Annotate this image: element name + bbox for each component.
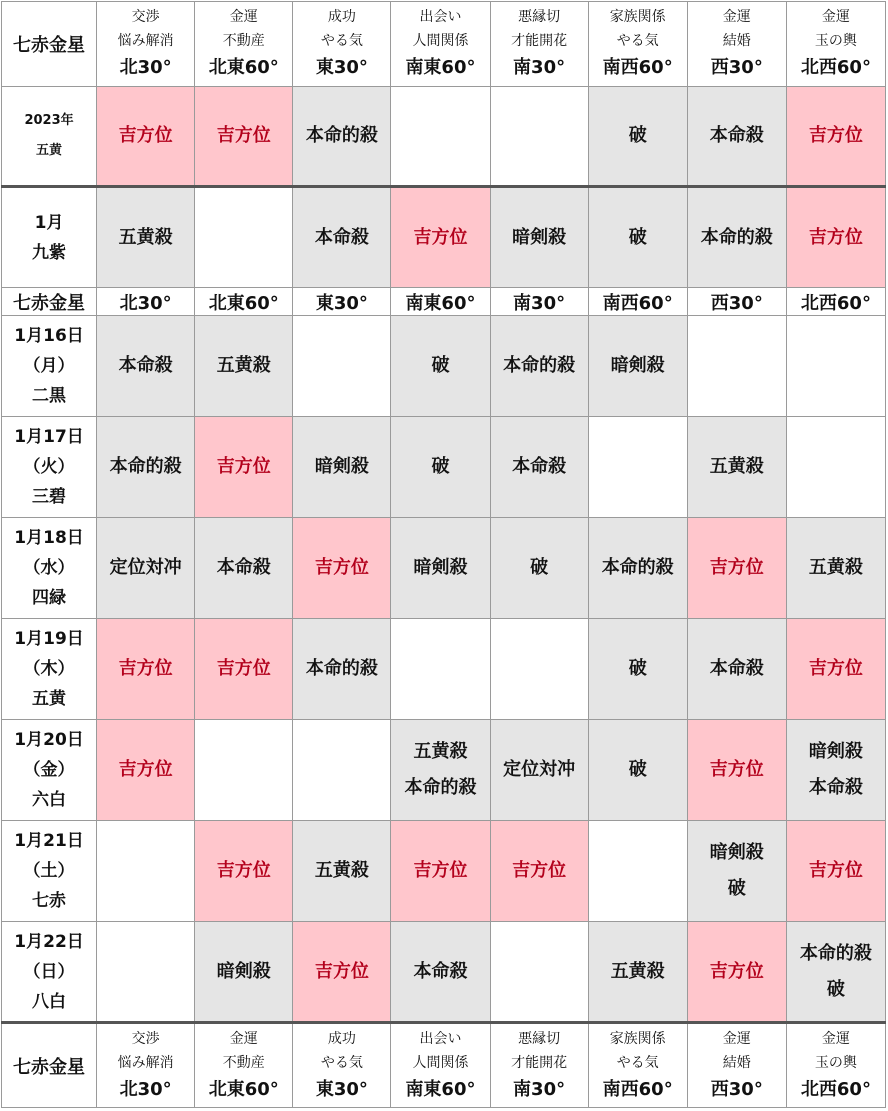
empty-cell — [195, 720, 293, 821]
cell-text: 破 — [628, 125, 647, 146]
row-label-line: （金） — [23, 760, 75, 780]
row-label — [2, 87, 97, 187]
unlucky-direction-cell — [391, 417, 490, 518]
star-label — [2, 1023, 97, 1108]
empty-cell — [490, 922, 588, 1023]
day-row — [2, 720, 886, 821]
unlucky-direction-cell — [391, 720, 490, 821]
row-label — [2, 720, 97, 821]
unlucky-direction-cell — [195, 518, 293, 619]
star-label-text: 七赤金星 — [13, 35, 86, 56]
column-purpose-2: やる気 — [320, 33, 363, 49]
cell-text: 破 — [628, 658, 647, 679]
cell-text: 本命的殺 — [305, 125, 378, 146]
cell-text: 本命的殺 — [305, 658, 378, 679]
column-purpose-1: 金運 — [821, 1030, 850, 1047]
row-label-line: 六白 — [32, 790, 67, 810]
cell-text: 五黄殺 — [216, 355, 271, 376]
month-row — [2, 187, 886, 288]
cell-text: 暗剣殺 — [709, 842, 764, 863]
lucky-direction-cell — [97, 87, 195, 187]
direction-cell — [293, 288, 391, 316]
day-row — [2, 417, 886, 518]
cell-text: 吉方位 — [216, 125, 271, 146]
column-purpose-1: 家族関係 — [609, 1030, 666, 1047]
cell-text: 本命殺 — [512, 456, 567, 477]
unlucky-direction-cell — [195, 316, 293, 417]
unlucky-direction-cell — [391, 518, 490, 619]
row-label-line: 1月21日 — [14, 831, 84, 851]
empty-cell — [293, 316, 391, 417]
row-label-line: 1月22日 — [14, 931, 84, 952]
unlucky-direction-cell — [588, 720, 687, 821]
unlucky-direction-cell — [293, 417, 391, 518]
row-label-line: 五黄 — [36, 143, 63, 158]
unlucky-direction-cell — [588, 87, 687, 187]
row-label — [2, 316, 97, 417]
column-direction: 北東60° — [208, 57, 279, 78]
direction-cell — [97, 288, 195, 316]
column-direction: 南東60° — [405, 1078, 476, 1100]
column-direction: 西30° — [710, 1078, 763, 1100]
cell-text: 吉方位 — [216, 456, 271, 477]
row-label-line: （水） — [23, 558, 75, 578]
unlucky-direction-cell — [687, 417, 786, 518]
column-header — [195, 1023, 293, 1108]
lucky-direction-cell — [786, 619, 885, 720]
direction-label: 北30° — [119, 292, 172, 314]
direction-table — [1, 1, 886, 1108]
unlucky-direction-cell — [97, 417, 195, 518]
cell-text: 吉方位 — [512, 860, 567, 881]
column-direction: 南30° — [513, 1078, 566, 1100]
row-label — [2, 518, 97, 619]
cell-text: 暗剣殺 — [216, 960, 271, 982]
lucky-direction-cell — [391, 821, 490, 922]
lucky-direction-cell — [293, 922, 391, 1023]
direction-cell — [786, 288, 885, 316]
cell-text: 本命的殺 — [601, 557, 674, 578]
cell-text: 本命殺 — [709, 125, 764, 146]
direction-cell — [195, 288, 293, 316]
day-row — [2, 518, 886, 619]
unlucky-direction-cell — [687, 187, 786, 288]
column-purpose-2: 悩み解消 — [117, 33, 174, 49]
column-direction: 西30° — [710, 57, 763, 78]
row-label-line: （日） — [23, 961, 75, 982]
column-header — [588, 1023, 687, 1108]
row-label-line: 1月16日 — [14, 326, 84, 346]
unlucky-direction-cell — [195, 922, 293, 1023]
cell-text: 吉方位 — [216, 860, 271, 881]
unlucky-direction-cell — [588, 922, 687, 1023]
column-purpose-2: やる気 — [616, 33, 659, 49]
cell-text: 五黄殺 — [413, 741, 468, 762]
column-direction: 北西60° — [800, 57, 871, 78]
column-purpose-1: 成功 — [327, 9, 356, 25]
cell-text: 本命殺 — [808, 777, 863, 798]
unlucky-direction-cell — [588, 187, 687, 288]
column-direction: 東30° — [315, 1078, 368, 1100]
lucky-direction-cell — [687, 518, 786, 619]
row-label-line: （土） — [23, 861, 75, 881]
unlucky-direction-cell — [97, 316, 195, 417]
column-header — [490, 2, 588, 87]
column-purpose-1: 金運 — [229, 1030, 258, 1047]
cell-text: 吉方位 — [808, 658, 863, 679]
cell-text: 吉方位 — [709, 960, 764, 982]
column-header — [786, 2, 885, 87]
direction-label: 南西60° — [602, 292, 673, 314]
direction-row — [2, 288, 886, 316]
column-purpose-2: やる気 — [616, 1054, 659, 1071]
cell-text: 本命的殺 — [503, 355, 576, 376]
unlucky-direction-cell — [293, 619, 391, 720]
cell-text: 吉方位 — [808, 860, 863, 881]
cell-text: 吉方位 — [118, 759, 173, 780]
cell-text: 定位対冲 — [503, 759, 576, 780]
column-purpose-1: 金運 — [722, 9, 751, 25]
lucky-direction-cell — [687, 720, 786, 821]
unlucky-direction-cell — [687, 619, 786, 720]
unlucky-direction-cell — [97, 518, 195, 619]
cell-text: 五黄殺 — [118, 226, 173, 248]
row-label-line: 1月17日 — [14, 427, 84, 447]
lucky-direction-cell — [293, 518, 391, 619]
row-label-line: 三碧 — [32, 487, 67, 507]
empty-cell — [490, 619, 588, 720]
unlucky-direction-cell — [687, 87, 786, 187]
row-label-line: （火） — [23, 457, 75, 477]
unlucky-direction-cell — [490, 417, 588, 518]
unlucky-direction-cell — [490, 316, 588, 417]
column-header — [786, 1023, 885, 1108]
lucky-direction-cell — [391, 187, 490, 288]
direction-label: 西30° — [710, 292, 763, 314]
cell-text: 吉方位 — [808, 226, 863, 248]
row-label-line: 五黄 — [32, 689, 67, 709]
column-purpose-2: 結婚 — [722, 33, 751, 49]
day-row — [2, 821, 886, 922]
empty-cell — [786, 316, 885, 417]
cell-text: 吉方位 — [709, 759, 764, 780]
cell-text: 吉方位 — [709, 557, 764, 578]
column-direction: 南30° — [513, 57, 566, 78]
column-direction: 北西60° — [800, 1078, 871, 1100]
cell-text: 吉方位 — [118, 658, 173, 679]
column-direction: 北東60° — [208, 1078, 279, 1100]
cell-text: 吉方位 — [118, 125, 173, 146]
empty-cell — [97, 821, 195, 922]
lucky-direction-cell — [97, 619, 195, 720]
lucky-direction-cell — [195, 619, 293, 720]
year-row — [2, 87, 886, 187]
row-label-line: （月） — [23, 356, 75, 376]
column-direction: 東30° — [315, 57, 368, 78]
column-purpose-2: 玉の輿 — [814, 1054, 857, 1071]
unlucky-direction-cell — [490, 720, 588, 821]
cell-text: 本命殺 — [413, 960, 468, 982]
empty-cell — [490, 87, 588, 187]
column-header — [490, 1023, 588, 1108]
header-row-top — [2, 2, 886, 87]
header-row-bottom — [2, 1023, 886, 1108]
direction-cell — [490, 288, 588, 316]
column-purpose-1: 金運 — [821, 9, 850, 25]
unlucky-direction-cell — [97, 187, 195, 288]
direction-label: 北東60° — [208, 292, 279, 314]
row-label-line: 1月18日 — [14, 528, 84, 548]
column-header — [588, 2, 687, 87]
row-label-line: 七赤 — [32, 891, 67, 911]
empty-cell — [588, 417, 687, 518]
cell-text: 五黄殺 — [610, 960, 665, 982]
column-direction: 南東60° — [405, 57, 476, 78]
column-purpose-2: 才能開花 — [511, 33, 568, 49]
column-purpose-1: 交渉 — [131, 1030, 160, 1047]
column-direction: 北30° — [119, 57, 172, 78]
column-purpose-2: 悩み解消 — [117, 1054, 174, 1071]
star-label-text: 七赤金星 — [13, 1056, 86, 1078]
lucky-direction-cell — [195, 87, 293, 187]
direction-label: 東30° — [315, 292, 368, 314]
day-row — [2, 316, 886, 417]
cell-text: 五黄殺 — [709, 456, 764, 477]
column-purpose-2: 不動産 — [222, 1054, 265, 1071]
lucky-direction-cell — [687, 922, 786, 1023]
row-label — [2, 619, 97, 720]
unlucky-direction-cell — [588, 619, 687, 720]
day-row — [2, 619, 886, 720]
row-label — [2, 187, 97, 288]
column-purpose-2: 才能開花 — [511, 1054, 568, 1071]
empty-cell — [293, 720, 391, 821]
lucky-direction-cell — [195, 417, 293, 518]
unlucky-direction-cell — [391, 316, 490, 417]
column-purpose-1: 出会い — [419, 9, 462, 25]
lucky-direction-cell — [490, 821, 588, 922]
cell-text: 定位対冲 — [109, 557, 182, 578]
column-purpose-2: 人間関係 — [412, 1054, 469, 1071]
cell-text: 吉方位 — [314, 557, 369, 578]
column-header — [195, 2, 293, 87]
column-header — [293, 2, 391, 87]
unlucky-direction-cell — [786, 720, 885, 821]
empty-cell — [588, 821, 687, 922]
row-label — [2, 417, 97, 518]
column-purpose-2: 人間関係 — [412, 33, 469, 49]
column-direction: 南西60° — [602, 57, 673, 78]
column-header — [687, 2, 786, 87]
unlucky-direction-cell — [588, 518, 687, 619]
star-label — [2, 288, 97, 316]
unlucky-direction-cell — [293, 87, 391, 187]
unlucky-direction-cell — [293, 821, 391, 922]
column-purpose-1: 家族関係 — [609, 9, 666, 25]
unlucky-direction-cell — [786, 518, 885, 619]
unlucky-direction-cell — [588, 316, 687, 417]
column-header — [391, 2, 490, 87]
column-direction: 南西60° — [602, 1078, 673, 1100]
lucky-direction-cell — [97, 720, 195, 821]
lucky-direction-cell — [786, 821, 885, 922]
cell-text: 破 — [431, 355, 450, 376]
column-purpose-2: やる気 — [320, 1054, 363, 1071]
column-header — [97, 2, 195, 87]
cell-text: 本命的殺 — [109, 456, 182, 477]
empty-cell — [391, 619, 490, 720]
empty-cell — [97, 922, 195, 1023]
cell-text: 吉方位 — [808, 125, 863, 146]
column-direction: 北30° — [119, 1078, 172, 1100]
unlucky-direction-cell — [293, 187, 391, 288]
cell-text: 暗剣殺 — [314, 456, 369, 477]
row-label — [2, 922, 97, 1023]
empty-cell — [687, 316, 786, 417]
cell-text: 暗剣殺 — [808, 741, 863, 762]
cell-text: 破 — [628, 759, 647, 780]
cell-text: 暗剣殺 — [610, 355, 665, 376]
cell-text: 破 — [530, 557, 549, 578]
cell-text: 本命殺 — [118, 355, 173, 376]
cell-text: 吉方位 — [216, 658, 271, 679]
star-label-text: 七赤金星 — [13, 292, 86, 314]
cell-text: 本命的殺 — [799, 942, 872, 964]
cell-text: 本命的殺 — [404, 777, 477, 798]
column-purpose-2: 不動産 — [222, 33, 265, 49]
cell-text: 本命殺 — [709, 658, 764, 679]
row-label — [2, 821, 97, 922]
column-purpose-2: 結婚 — [722, 1054, 751, 1071]
row-label-line: （木） — [23, 659, 75, 679]
star-label — [2, 2, 97, 87]
column-purpose-1: 悪縁切 — [518, 9, 561, 25]
cell-text: 吉方位 — [413, 226, 468, 248]
column-header — [97, 1023, 195, 1108]
column-purpose-1: 出会い — [419, 1030, 462, 1047]
cell-text: 本命的殺 — [700, 226, 773, 248]
unlucky-direction-cell — [490, 518, 588, 619]
cell-text: 本命殺 — [314, 226, 369, 248]
day-row — [2, 922, 886, 1023]
row-label-line: 九紫 — [32, 242, 67, 263]
cell-text: 破 — [826, 978, 845, 1000]
lucky-direction-cell — [786, 187, 885, 288]
row-label-line: 2023年 — [24, 113, 74, 128]
row-label-line: 八白 — [32, 991, 67, 1012]
cell-text: 破 — [628, 226, 647, 248]
cell-text: 破 — [727, 878, 746, 899]
column-purpose-1: 金運 — [722, 1030, 751, 1047]
lucky-direction-cell — [786, 87, 885, 187]
direction-cell — [588, 288, 687, 316]
lucky-direction-cell — [195, 821, 293, 922]
cell-text: 暗剣殺 — [413, 557, 468, 578]
direction-label: 南東60° — [405, 292, 476, 314]
column-purpose-1: 成功 — [327, 1030, 356, 1047]
unlucky-direction-cell — [786, 922, 885, 1023]
column-header — [687, 1023, 786, 1108]
row-label-line: 1月 — [34, 212, 64, 233]
unlucky-direction-cell — [490, 187, 588, 288]
cell-text: 五黄殺 — [808, 557, 863, 578]
direction-label: 南30° — [513, 292, 566, 314]
empty-cell — [391, 87, 490, 187]
direction-cell — [687, 288, 786, 316]
cell-text: 暗剣殺 — [512, 226, 567, 248]
unlucky-direction-cell — [391, 922, 490, 1023]
row-label-line: 二黒 — [32, 386, 67, 406]
cell-text: 五黄殺 — [314, 860, 369, 881]
cell-text: 吉方位 — [413, 860, 468, 881]
unlucky-direction-cell — [687, 821, 786, 922]
direction-cell — [391, 288, 490, 316]
empty-cell — [786, 417, 885, 518]
column-header — [391, 1023, 490, 1108]
column-purpose-1: 金運 — [229, 9, 258, 25]
row-label-line: 四緑 — [32, 588, 67, 608]
column-purpose-1: 交渉 — [131, 9, 160, 25]
row-label-line: 1月19日 — [14, 629, 84, 649]
column-purpose-1: 悪縁切 — [518, 1030, 561, 1047]
column-purpose-2: 玉の輿 — [814, 33, 857, 49]
direction-label: 北西60° — [800, 292, 871, 314]
cell-text: 本命殺 — [216, 557, 271, 578]
cell-text: 吉方位 — [314, 960, 369, 982]
column-header — [293, 1023, 391, 1108]
row-label-line: 1月20日 — [14, 730, 84, 750]
cell-text: 破 — [431, 456, 450, 477]
empty-cell — [195, 187, 293, 288]
